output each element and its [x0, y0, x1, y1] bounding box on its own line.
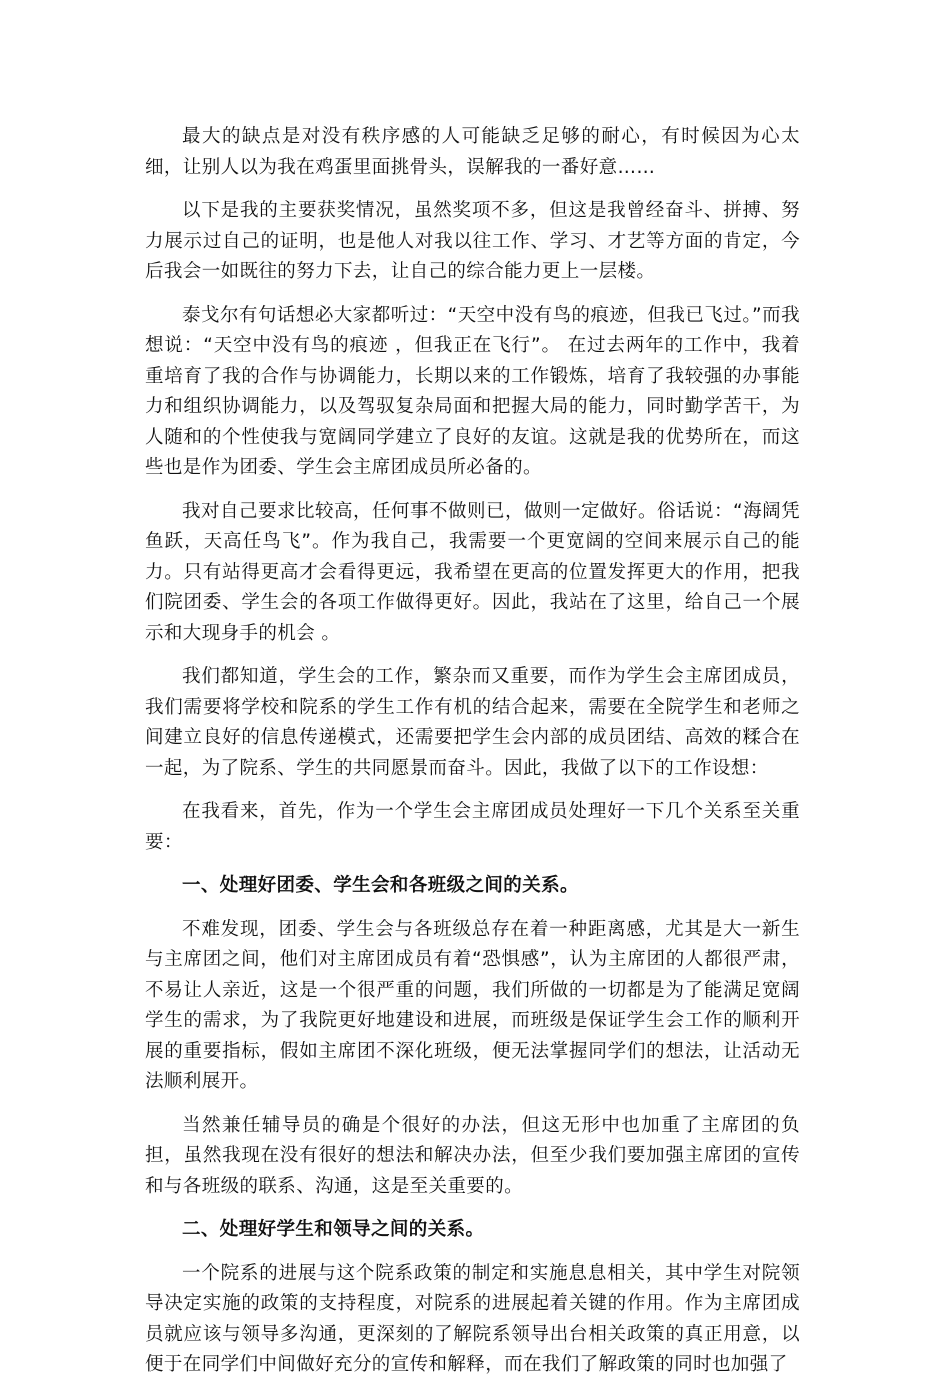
paragraph-counselor: 当然兼任辅导员的确是个很好的办法，但这无形中也加重了主席团的负担，虽然我现在没有很好的想法和解决办法，但至少我们要加强主席团的宣传和与各班级的联系、沟通，这是至关重要的。 [145, 1114, 800, 1197]
document-body [145, 122, 800, 1394]
paragraph-distance-issue: 不难发现，团委、学生会与各班级总存在着一种距离感，尤其是大一新生与主席团之间，他们对主席团成员有着“恐惧感”，认为主席团的人都很严肃，不易让人亲近，这是一个很严重的问题，我们所做的一切都是为了能满足宽阔学生的需求，为了我院更好地建设和进展，而班级是保证学生会工作的顺利开展的重要指标，假如主席团不深化班级，便无法掌握同学们的想法，让活动无法顺利展开。 [145, 918, 800, 1092]
paragraph-tagore-quote: 泰戈尔有句话想必大家都听过：“天空中没有鸟的痕迹，但我已飞过。”而我想说：“天空中没有鸟的痕迹 ，但我正在飞行”。 在过去两年的工作中，我着重培育了我的合作与协调能力，长期以来的工作锻炼，培育了我较强的办事能力和组织协调能力，以及驾驭复杂局面和把握大局的能力，同时勤学苦干，为人随和的个性使我与宽阔同学建立了良好的友谊。这就是我的优势所在，而这些也是作为团委、学生会主席团成员所必备的。 [145, 304, 800, 478]
paragraph-awards: 以下是我的主要获奖情况，虽然奖项不多，但这是我曾经奋斗、拼搏、努力展示过自己的证明，也是他人对我以往工作、学习、才艺等方面的肯定，今后我会一如既往的努力下去，让自己的综合能力更上一层楼。 [145, 200, 800, 282]
section-heading-two: 二、处理好学生和领导之间的关系。 [182, 1219, 485, 1240]
paragraph-student-union-work: 我们都知道，学生会的工作，繁杂而又重要，而作为学生会主席团成员，我们需要将学校和院系的学生工作有机的结合起来，需要在全院学生和老师之间建立良好的信息传递模式，还需要把学生会内部的成员团结、高效的糅合在一起，为了院系、学生的共同愿景而奋斗。因此，我做了以下的工作设想： [145, 666, 800, 779]
paragraph-shortcomings: 最大的缺点是对没有秩序感的人可能缺乏足够的耐心，有时候因为心太细，让别人以为我在鸡蛋里面挑骨头，误解我的一番好意…… [145, 126, 800, 178]
paragraph-relationships-intro: 在我看来，首先，作为一个学生会主席团成员处理好一下几个关系至关重要： [145, 801, 800, 853]
section-heading-one: 一、处理好团委、学生会和各班级之间的关系。 [182, 875, 579, 896]
paragraph-self-requirement: 我对自己要求比较高，任何事不做则已，做则一定做好。俗话说：“海阔凭鱼跃，天高任鸟飞”。作为我自己，我需要一个更宽阔的空间来展示自己的能力。只有站得更高才会看得更远，我希望在更高的位置发挥更大的作用，把我们院团委、学生会的各项工作做得更好。因此，我站在了这里，给自己一个展示和大现身手的机会 。 [145, 500, 800, 644]
paragraph-policy: 一个院系的进展与这个院系政策的制定和实施息息相关，其中学生对院领导决定实施的政策的支持程度，对院系的进展起着关键的作用。作为主席团成员就应该与领导多沟通，更深刻的了解院系领导出台相关政策的真正用意，以便于在同学们中间做好充分的宣传和解释，而在我们了解政策的同时也加强了 [145, 1262, 800, 1375]
